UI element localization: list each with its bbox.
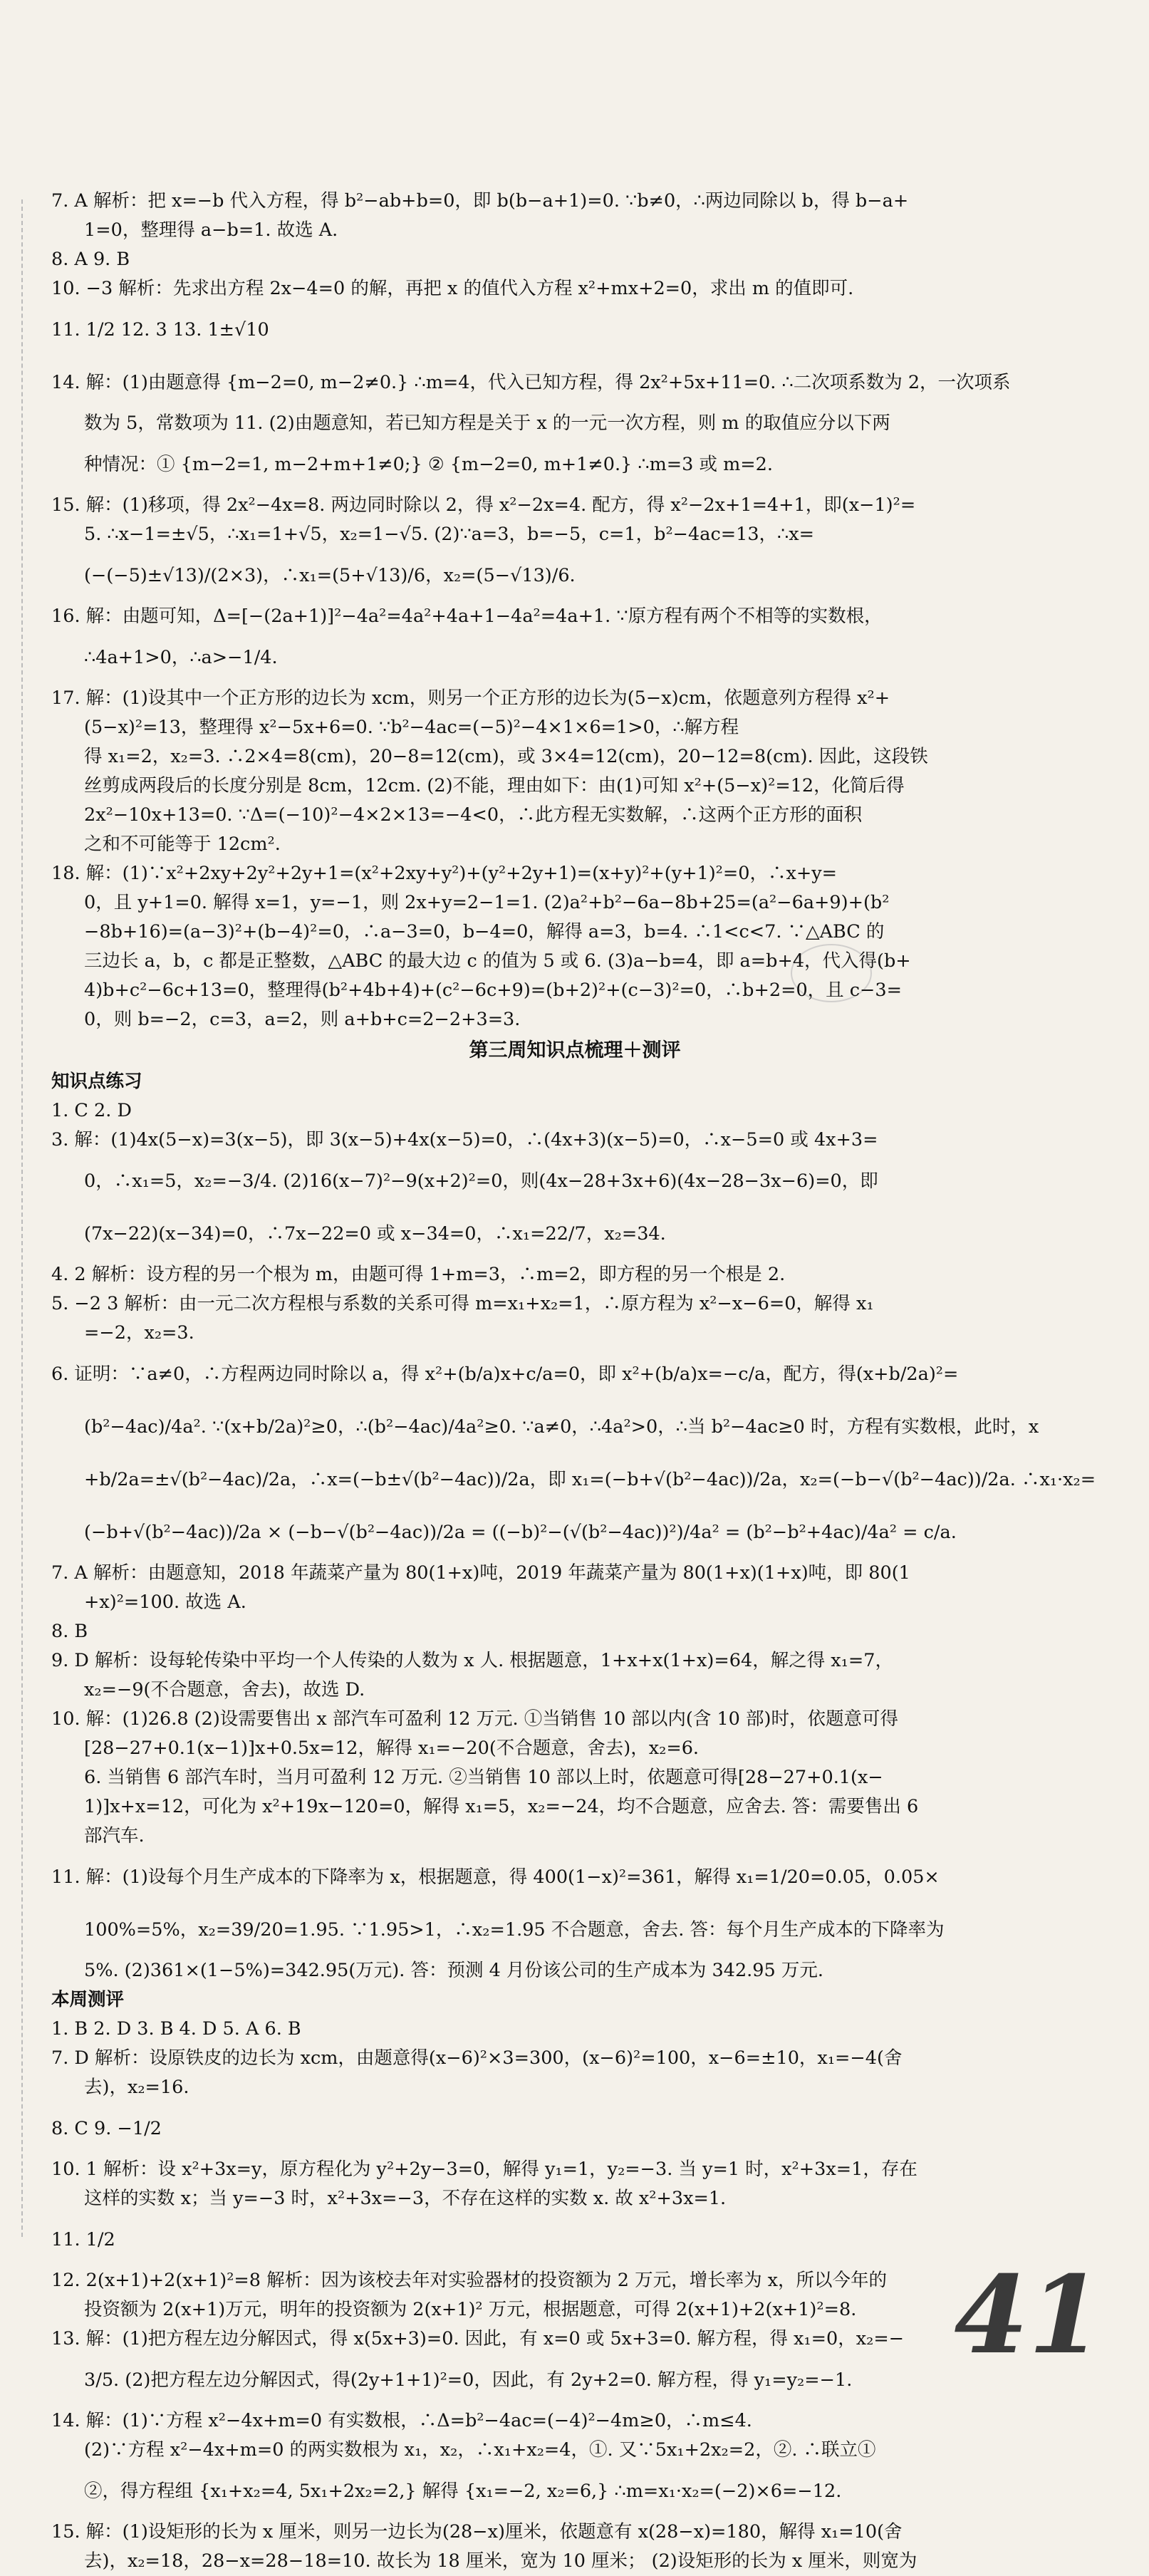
text-line: 4. 2 解析：设方程的另一个根为 m，由题可得 1+m=3，∴m=2，即方程的另一个根是 2.	[51, 1264, 786, 1285]
text-line: 11. 1/2	[51, 2229, 115, 2250]
text-line: +x)²=100. 故选 A.	[84, 1591, 246, 1613]
text-line: 1. B 2. D 3. B 4. D 5. A 6. B	[51, 2018, 301, 2040]
text-line: 16. 解：由题可知，Δ=[−(2a+1)]²−4a²=4a²+4a+1−4a²=4a+1. ∵原方程有两个不相等的实数根，	[51, 606, 883, 627]
text-line: 0，且 y+1=0. 解得 x=1，y=−1，则 2x+y=2−1=1. (2)a²+b²−6a−8b+25=(a²−6a+9)+(b²	[84, 892, 890, 913]
text-line: 15. 解：(1)设矩形的长为 x 厘米，则另一边长为(28−x)厘米，依题意有 x(28−x)=180，解得 x₁=10(舍	[51, 2521, 903, 2543]
text-line: (−(−5)±√13)/(2×3)，∴x₁=(5+√13)/6，x₂=(5−√13)/6.	[84, 565, 576, 586]
text-line: 丝剪成两段后的长度分别是 8cm，12cm. (2)不能，理由如下：由(1)可知 x²+(5−x)²=12，化简后得	[84, 775, 905, 796]
text-line: 去)，x₂=18，28−x=28−18=10. 故长为 18 厘米，宽为 10 厘米； (2)设矩形的长为 x 厘米，则宽为	[84, 2550, 917, 2572]
text-line: 2x²−10x+13=0. ∵Δ=(−10)²−4×2×13=−4<0，∴此方程无实数解，∴这两个正方形的面积	[84, 804, 863, 826]
text-line: 4)b+c²−6c+13=0，整理得(b²+4b+4)+(c²−6c+9)=(b+2)²+(c−3)²=0，∴b+2=0，且 c−3=	[84, 980, 903, 1001]
text-line: 14. 解：(1)∵方程 x²−4x+m=0 有实数根，∴Δ=b²−4ac=(−4)²−4m≥0，∴m≤4.	[51, 2410, 752, 2431]
text-line: 1. C 2. D	[51, 1100, 132, 1121]
text-line: ②，得方程组 {x₁+x₂=4, 5x₁+2x₂=2,} 解得 {x₁=−2, x₂=6,} ∴m=x₁·x₂=(−2)×6=−12.	[84, 2481, 842, 2502]
text-line: (2)∵方程 x²−4x+m=0 的两实数根为 x₁，x₂，∴x₁+x₂=4，①. 又∵5x₁+2x₂=2，②. ∴联立①	[84, 2439, 876, 2461]
text-line: 1)]x+x=12，可化为 x²+19x−120=0，解得 x₁=5，x₂=−24，均不合题意，应舍去. 答：需要售出 6	[84, 1796, 919, 1817]
text-line: −8b+16)=(a−3)²+(b−4)²=0，∴a−3=0，b−4=0，解得 a=3，b=4. ∴1<c<7. ∵△ABC 的	[84, 921, 885, 942]
text-line: 0，∴x₁=5，x₂=−3/4. (2)16(x−7)²−9(x+2)²=0，则(4x−28+3x+6)(4x−28−3x−6)=0，即	[84, 1170, 878, 1192]
text-line: 3. 解：(1)4x(5−x)=3(x−5)，即 3(x−5)+4x(x−5)=0，∴(4x+3)(x−5)=0，∴x−5=0 或 4x+3=	[51, 1129, 878, 1151]
text-line: 0，则 b=−2，c=3，a=2，则 a+b+c=2−2+3=3.	[84, 1009, 521, 1030]
text-line: 13. 解：(1)把方程左边分解因式，得 x(5x+3)=0. 因此，有 x=0 或 5x+3=0. 解方程，得 x₁=0，x₂=−	[51, 2328, 905, 2349]
text-line: 6. 证明：∵a≠0，∴方程两边同时除以 a，得 x²+(b/a)x+c/a=0，即 x²+(b/a)x=−c/a，配方，得(x+b/2a)²=	[51, 1364, 959, 1385]
text-line: 之和不可能等于 12cm².	[84, 833, 281, 855]
text-line: 8. A 9. B	[51, 249, 130, 270]
text-line: 去)，x₂=16.	[84, 2077, 189, 2098]
text-line: 7. A 解析：由题意知，2018 年蔬菜产量为 80(1+x)吨，2019 年蔬菜产量为 80(1+x)(1+x)吨，即 80(1	[51, 1562, 910, 1584]
text-line: 种情况：① {m−2=1, m−2+m+1≠0;} ② {m−2=0, m+1≠0.} ∴m=3 或 m=2.	[84, 454, 773, 475]
text-line: 12. 2(x+1)+2(x+1)²=8 解析：因为该校去年对实验器材的投资额为 2 万元，增长率为 x，所以今年的	[51, 2270, 888, 2291]
text-line: 8. C 9. −1/2	[51, 2118, 162, 2139]
text-line: 5%. (2)361×(1−5%)=342.95(万元). 答：预测 4 月份该公司的生产成本为 342.95 万元.	[84, 1960, 823, 1981]
text-line: 10. 1 解析：设 x²+3x=y，原方程化为 y²+2y−3=0，解得 y₁=1，y₂=−3. 当 y=1 时，x²+3x=1，存在	[51, 2159, 917, 2180]
text-line: 10. −3 解析：先求出方程 2x−4=0 的解，再把 x 的值代入方程 x²+mx+2=0，求出 m 的值即可.	[51, 278, 854, 299]
text-line: ∴4a+1>0，∴a>−1/4.	[84, 647, 278, 668]
text-line: 11. 1/2 12. 3 13. 1±√10	[51, 319, 269, 341]
text-line: =−2，x₂=3.	[84, 1322, 194, 1344]
text-line: +b/2a=±√(b²−4ac)/2a，∴x=(−b±√(b²−4ac))/2a，即 x₁=(−b+√(b²−4ac))/2a，x₂=(−b−√(b²−4ac))/2a. ∴x₁·x₂=	[84, 1469, 1096, 1490]
text-line: 100%=5%，x₂=39/20=1.95. ∵1.95>1，∴x₂=1.95 不合题意，舍去. 答：每个月生产成本的下降率为	[84, 1919, 945, 1941]
text-line: 7. D 解析：设原铁皮的边长为 xcm，由题意得(x−6)²×3=300，(x−6)²=100，x−6=±10，x₁=−4(舍	[51, 2047, 903, 2069]
text-line: 5. ∴x−1=±√5，∴x₁=1+√5，x₂=1−√5. (2)∵a=3，b=−5，c=1，b²−4ac=13，∴x=	[84, 524, 815, 545]
text-line: [28−27+0.1(x−1)]x+0.5x=12，解得 x₁=−20(不合题意，舍去)，x₂=6.	[84, 1738, 700, 1759]
binding-margin	[21, 199, 23, 2237]
text-line: 9. D 解析：设每轮传染中平均一个人传染的人数为 x 人. 根据题意，1+x+x(1+x)=64，解之得 x₁=7，	[51, 1650, 893, 1671]
text-line: (b²−4ac)/4a². ∵(x+b/2a)²≥0，∴(b²−4ac)/4a²≥0. ∵a≠0，∴4a²>0，∴当 b²−4ac≥0 时，方程有实数根，此时，x	[84, 1416, 1039, 1438]
text-line: 6. 当销售 6 部汽车时，当月可盈利 12 万元. ②当销售 10 部以上时，依题意可得[28−27+0.1(x−	[84, 1767, 883, 1788]
text-line: (5−x)²=13，整理得 x²−5x+6=0. ∵b²−4ac=(−5)²−4×1×6=1>0，∴解方程	[84, 717, 739, 738]
section-title: 第三周知识点梳理＋测评	[469, 1039, 681, 1061]
answer-content	[51, 187, 1098, 2576]
section-heading: 知识点练习	[51, 1071, 142, 1092]
text-line: (7x−22)(x−34)=0，∴7x−22=0 或 x−34=0，∴x₁=22/7，x₂=34.	[84, 1223, 666, 1245]
text-line: 数为 5，常数项为 11. (2)由题意知，若已知方程是关于 x 的一元一次方程，则 m 的取值应分以下两	[84, 412, 890, 434]
text-line: 15. 解：(1)移项，得 2x²−4x=8. 两边同时除以 2，得 x²−2x=4. 配方，得 x²−2x+1=4+1，即(x−1)²=	[51, 494, 916, 516]
text-line: 14. 解：(1)由题意得 {m−2=0, m−2≠0.} ∴m=4，代入已知方程，得 2x²+5x+11=0. ∴二次项系数为 2，一次项系	[51, 372, 1011, 393]
text-line: x₂=−9(不合题意，舍去)，故选 D.	[84, 1679, 365, 1700]
text-line: (−b+√(b²−4ac))/2a × (−b−√(b²−4ac))/2a = ((−b)²−(√(b²−4ac))²)/4a² = (b²−b²+4ac)/4a² = c/a.	[84, 1522, 957, 1543]
text-line: 三边长 a，b，c 都是正整数，△ABC 的最大边 c 的值为 5 或 6. (3)a−b=4，即 a=b+4，代入得(b+	[84, 950, 911, 972]
text-line: 7. A 解析：把 x=−b 代入方程，得 b²−ab+b=0，即 b(b−a+1)=0. ∵b≠0，∴两边同除以 b，得 b−a+	[51, 190, 909, 212]
text-line: 这样的实数 x；当 y=−3 时，x²+3x=−3，不存在这样的实数 x. 故 x²+3x=1.	[84, 2188, 727, 2209]
text-line: 5. −2 3 解析：由一元二次方程根与系数的关系可得 m=x₁+x₂=1，∴原方程为 x²−x−6=0，解得 x₁	[51, 1293, 874, 1314]
text-line: 部汽车.	[84, 1825, 145, 1847]
text-line: 得 x₁=2，x₂=3. ∴2×4=8(cm)，20−8=12(cm)，或 3×4=12(cm)，20−12=8(cm). 因此，这段铁	[84, 746, 928, 767]
text-line: 8. B	[51, 1621, 88, 1642]
page-number: 41	[954, 2253, 1103, 2378]
text-line: 3/5. (2)把方程左边分解因式，得(2y+1+1)²=0，因此，有 2y+2=0. 解方程，得 y₁=y₂=−1.	[84, 2369, 853, 2391]
section-heading: 本周测评	[51, 1989, 125, 2010]
text-line: 18. 解：(1)∵x²+2xy+2y²+2y+1=(x²+2xy+y²)+(y²+2y+1)=(x+y)²+(y+1)²=0，∴x+y=	[51, 863, 838, 884]
text-line: 10. 解：(1)26.8 (2)设需要售出 x 部汽车可盈利 12 万元. ①当销售 10 部以内(含 10 部)时，依题意可得	[51, 1708, 898, 1730]
text-line: 投资额为 2(x+1)万元，明年的投资额为 2(x+1)² 万元，根据题意，可得 2(x+1)+2(x+1)²=8.	[84, 2299, 857, 2320]
text-line: 1=0，整理得 a−b=1. 故选 A.	[84, 219, 338, 241]
text-line: 11. 解：(1)设每个月生产成本的下降率为 x，根据题意，得 400(1−x)²=361，解得 x₁=1/20=0.05，0.05×	[51, 1866, 940, 1888]
text-line: 17. 解：(1)设其中一个正方形的边长为 xcm，则另一个正方形的边长为(5−x)cm，依题意列方程得 x²+	[51, 687, 890, 709]
